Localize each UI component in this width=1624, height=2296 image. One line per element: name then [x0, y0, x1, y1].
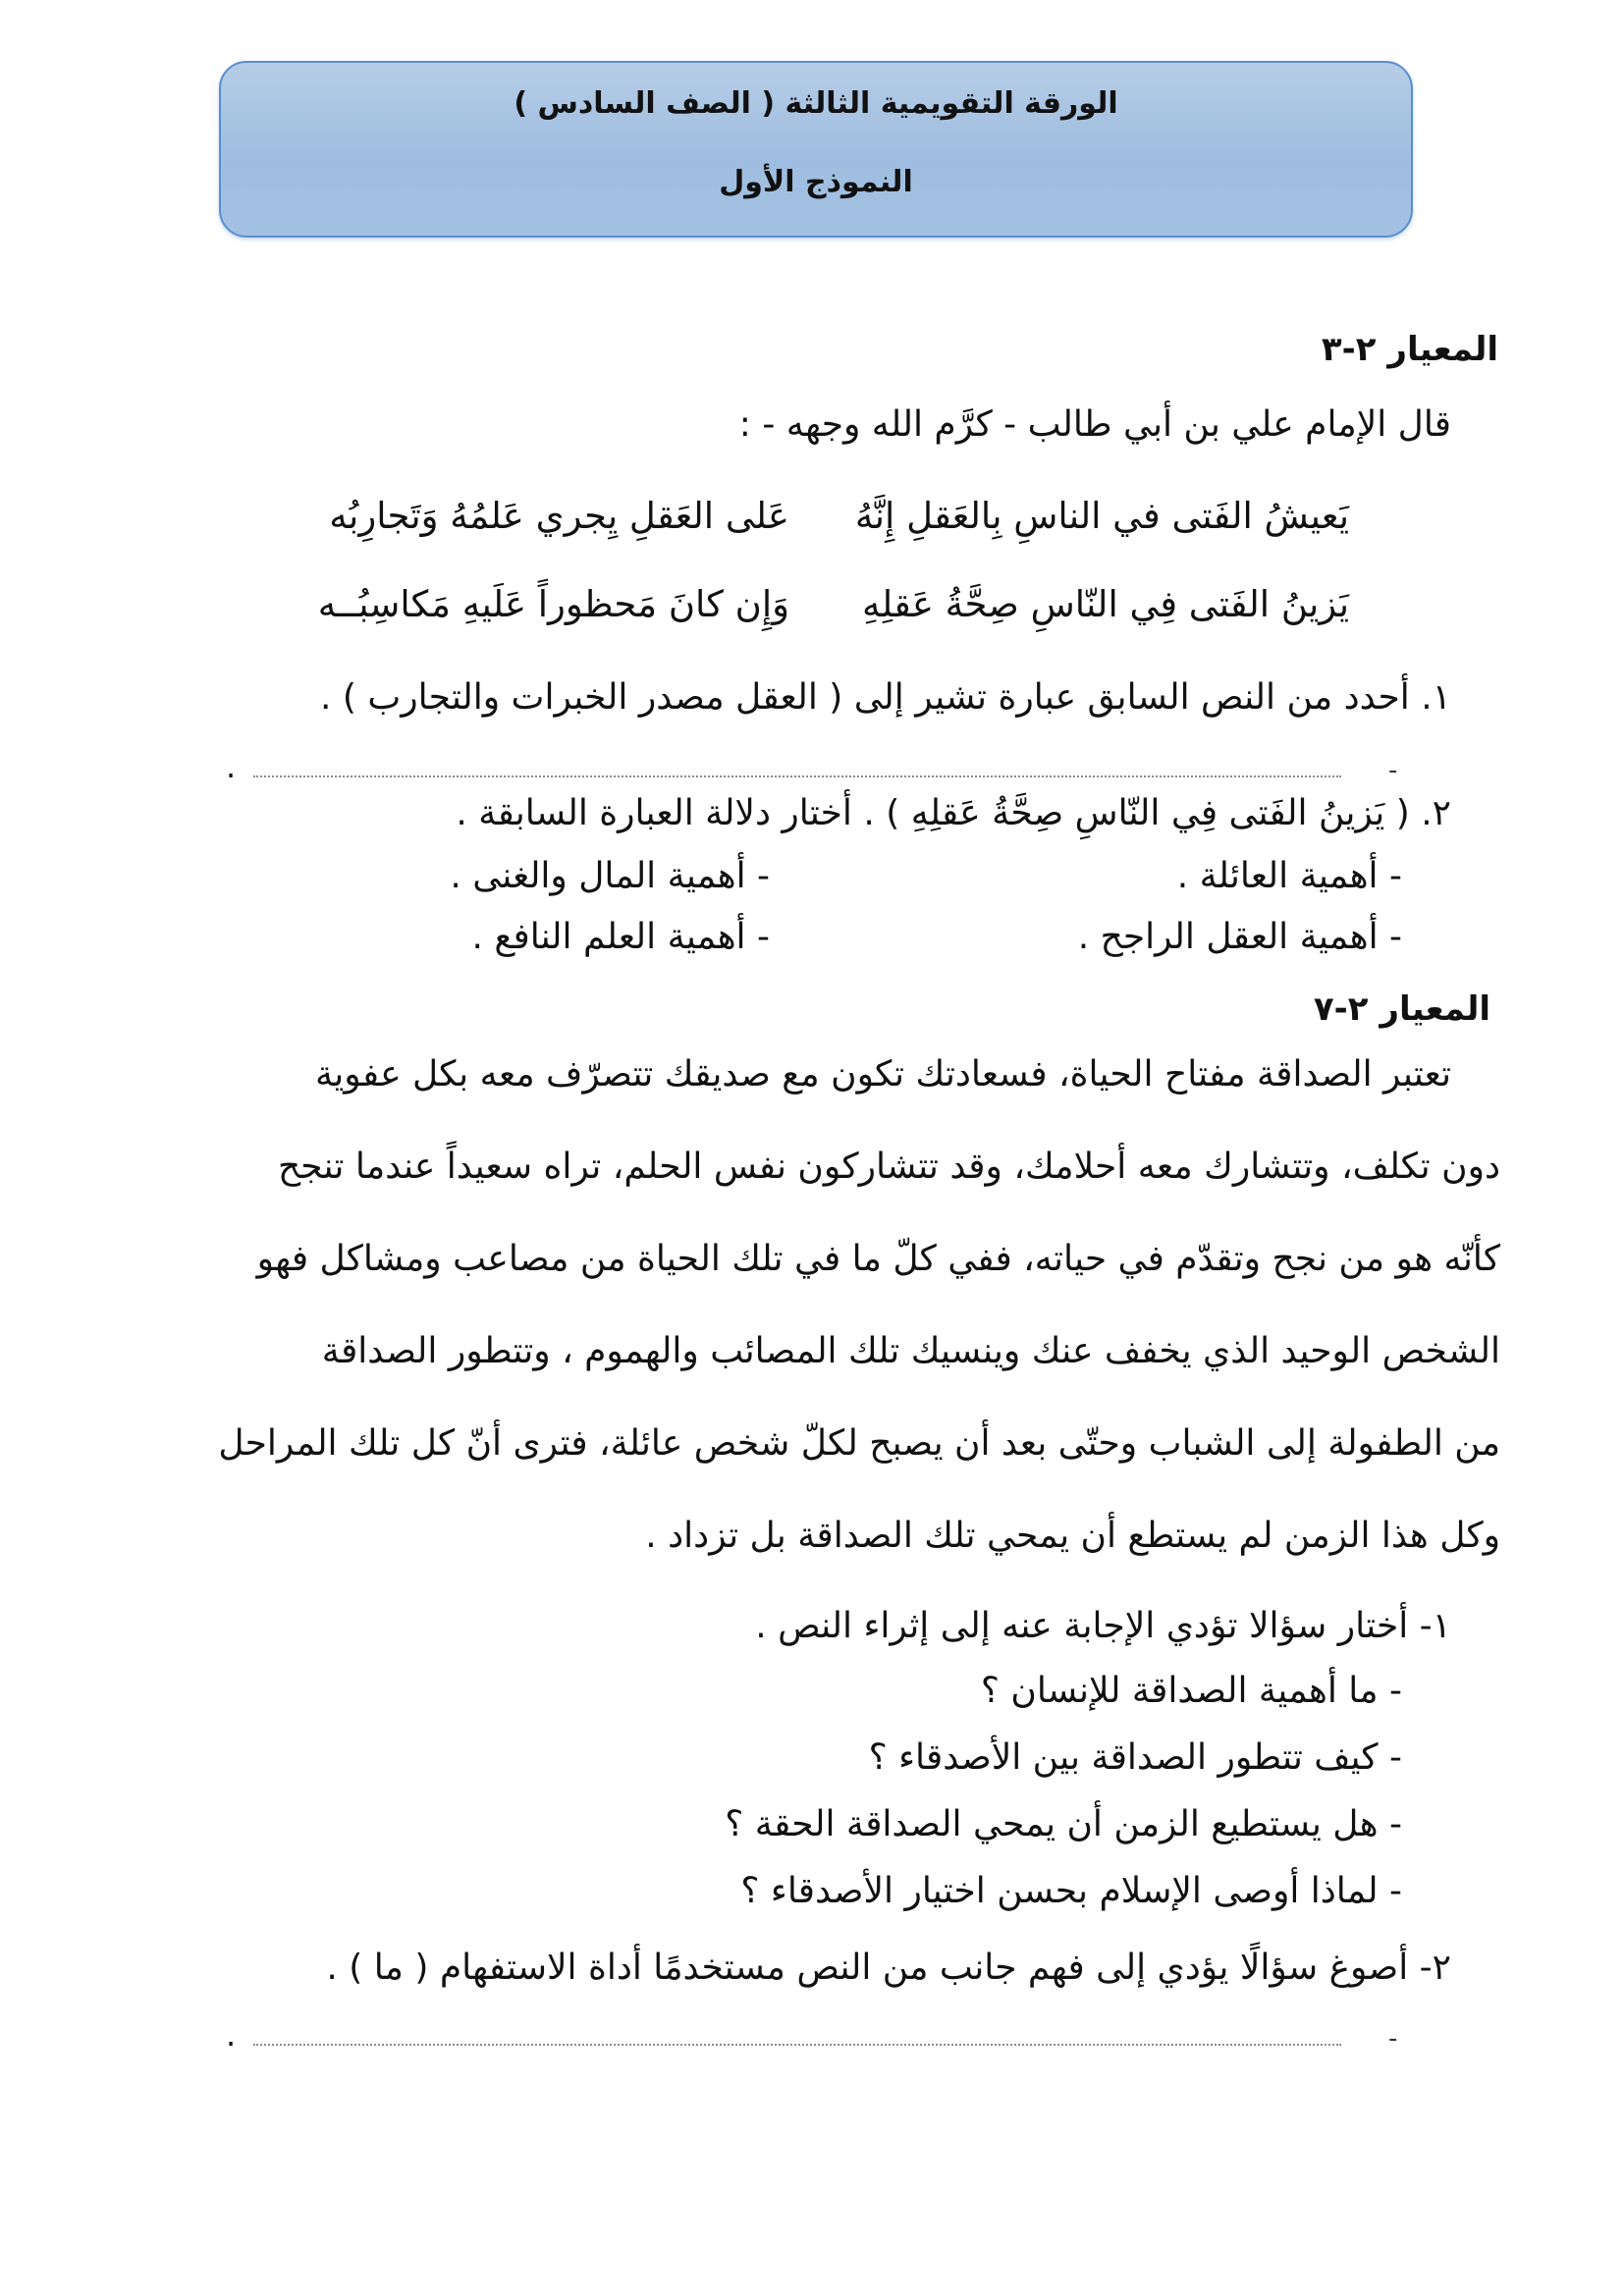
answer-line-2[interactable]	[253, 2044, 1341, 2046]
answer-line-end: .	[226, 748, 237, 785]
verse-1-first-half: يَعيشُ الفَتى في الناسِ بِالعَقلِ إِنَّهُ	[854, 495, 1349, 537]
verse-2-second-half: وَإِن كانَ مَحظوراً عَلَيهِ مَكاسِبُــه	[317, 583, 789, 625]
question-2-1: ١- أختار سؤالا تؤدي الإجابة عنه إلى إثراء النص .	[755, 1606, 1451, 1646]
choice-importance[interactable]: - ما أهمية الصداقة للإنسان ؟	[980, 1671, 1402, 1711]
question-2: ٢. ( يَزينُ الفَتى فِي النّاسِ صِحَّةُ عَقلِهِ ) . أختار دلالة العبارة السابقة .	[456, 793, 1451, 833]
paragraph-line-3: كأنّه هو من نجح وتقدّم في حياته، ففي كلّ ما في تلك الحياة من مصاعب ومشاكل فهو	[256, 1239, 1500, 1279]
answer-line-1[interactable]	[253, 775, 1341, 777]
paragraph-line-6: وكل هذا الزمن لم يستطع أن يمحي تلك الصداقة بل تزداد .	[645, 1516, 1500, 1556]
standard-heading-1: المعيار ٢-٣	[1321, 330, 1498, 369]
choice-islam[interactable]: - لماذا أوصى الإسلام بحسن اختيار الأصدقاء ؟	[740, 1871, 1402, 1911]
option-wealth[interactable]: - أهمية المال والغنى .	[450, 856, 770, 896]
paragraph-line-5: من الطفولة إلى الشباب وحتّى بعد أن يصبح لكلّ شخص عائلة، فترى أنّ كل تلك المراحل	[218, 1423, 1500, 1464]
answer-line-2-dash: -	[1388, 2024, 1398, 2054]
choice-development[interactable]: - كيف تتطور الصداقة بين الأصدقاء ؟	[868, 1737, 1402, 1778]
answer-line-2-end: .	[226, 2016, 237, 2054]
option-useful-knowledge[interactable]: - أهمية العلم النافع .	[471, 917, 770, 957]
header-title: الورقة التقويمية الثالثة ( الصف السادس )	[514, 86, 1118, 121]
question-1: ١. أحدد من النص السابق عبارة تشير إلى ( العقل مصدر الخبرات والتجارب ) .	[320, 677, 1451, 718]
paragraph-line-1: تعتبر الصداقة مفتاح الحياة، فسعادتك تكون مع صديقك تتصرّف معه بكل عفوية	[314, 1054, 1451, 1095]
standard-heading-2: المعيار ٢-٧	[1313, 989, 1490, 1029]
option-wise-mind[interactable]: - أهمية العقل الراجح .	[1077, 917, 1402, 957]
paragraph-line-4: الشخص الوحيد الذي يخفف عنك وينسيك تلك المصائب والهموم ، وتتطور الصداقة	[321, 1331, 1500, 1371]
verse-2-first-half: يَزينُ الفَتى فِي النّاسِ صِحَّةُ عَقلِهِ	[862, 583, 1349, 625]
question-2-2: ٢- أصوغ سؤالًا يؤدي إلى فهم جانب من النص مستخدمًا أداة الاستفهام ( ما ) .	[326, 1948, 1451, 1988]
header-box	[219, 61, 1413, 238]
answer-line-dash: -	[1388, 756, 1398, 785]
intro-line: قال الإمام علي بن أبي طالب - كرَّم الله وجهه - :	[738, 404, 1451, 445]
header-subtitle: النموذج الأول	[719, 165, 913, 199]
option-family[interactable]: - أهمية العائلة .	[1176, 856, 1402, 896]
paragraph-line-2: دون تكلف، وتتشارك معه أحلامك، وقد تتشاركون نفس الحلم، تراه سعيداً عندما تنجح	[278, 1147, 1500, 1187]
verse-1-second-half: عَلى العَقلِ يِجري عَلمُهُ وَتَجارِبُه	[329, 495, 789, 537]
choice-time[interactable]: - هل يستطيع الزمن أن يمحي الصداقة الحقة ؟	[725, 1804, 1402, 1844]
